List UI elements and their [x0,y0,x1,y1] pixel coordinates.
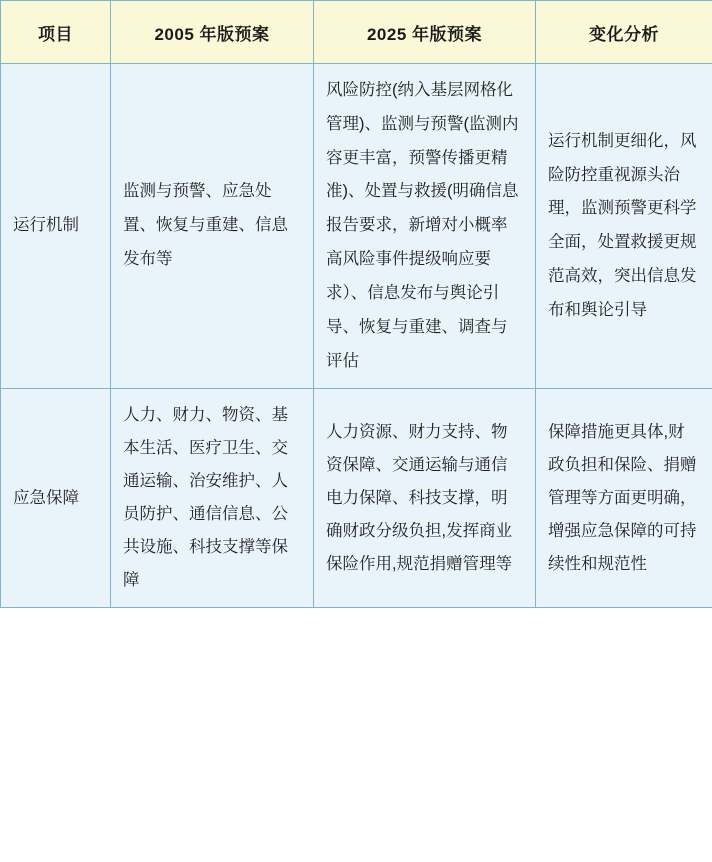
cell-plan2005-emergency-support: 人力、财力、物资、基本生活、医疗卫生、交通运输、治安维护、人员防护、通信信息、公共设施、科技支撑等保障 [111,389,314,608]
table-row [1,64,712,389]
row-label-emergency-support: 应急保障 [1,389,111,608]
table-header [1,1,712,64]
cell-plan2005-operating-mechanism: 监测与预警、应急处置、恢复与重建、信息发布等 [111,64,314,389]
column-header-plan-2005: 2005 年版预案 [111,1,314,64]
header-row [1,1,712,64]
cell-analysis-emergency-support: 保障措施更具体,财政负担和保险、捐赠管理等方面更明确，增强应急保障的可持续性和规范性 [536,389,712,608]
table-body [1,64,712,608]
row-label-operating-mechanism: 运行机制 [1,64,111,389]
column-header-plan-2025: 2025 年版预案 [314,1,536,64]
cell-plan2025-operating-mechanism: 风险防控(纳入基层网格化管理)、监测与预警(监测内容更丰富，预警传播更精准)、处置与救援(明确信息报告要求，新增对小概率高风险事件提级响应要求）、信息发布与舆论引导、恢复与重建、调查与评估 [314,64,536,389]
cell-analysis-operating-mechanism: 运行机制更细化，风险防控重视源头治理，监测预警更科学全面，处置救援更规范高效，突出信息发布和舆论引导 [536,64,712,389]
table-row [1,389,712,608]
column-header-item: 项目 [1,1,111,64]
column-header-change-analysis: 变化分析 [536,1,712,64]
cell-plan2025-emergency-support: 人力资源、财力支持、物资保障、交通运输与通信电力保障、科技支撑，明确财政分级负担,发挥商业保险作用,规范捐赠管理等 [314,389,536,608]
